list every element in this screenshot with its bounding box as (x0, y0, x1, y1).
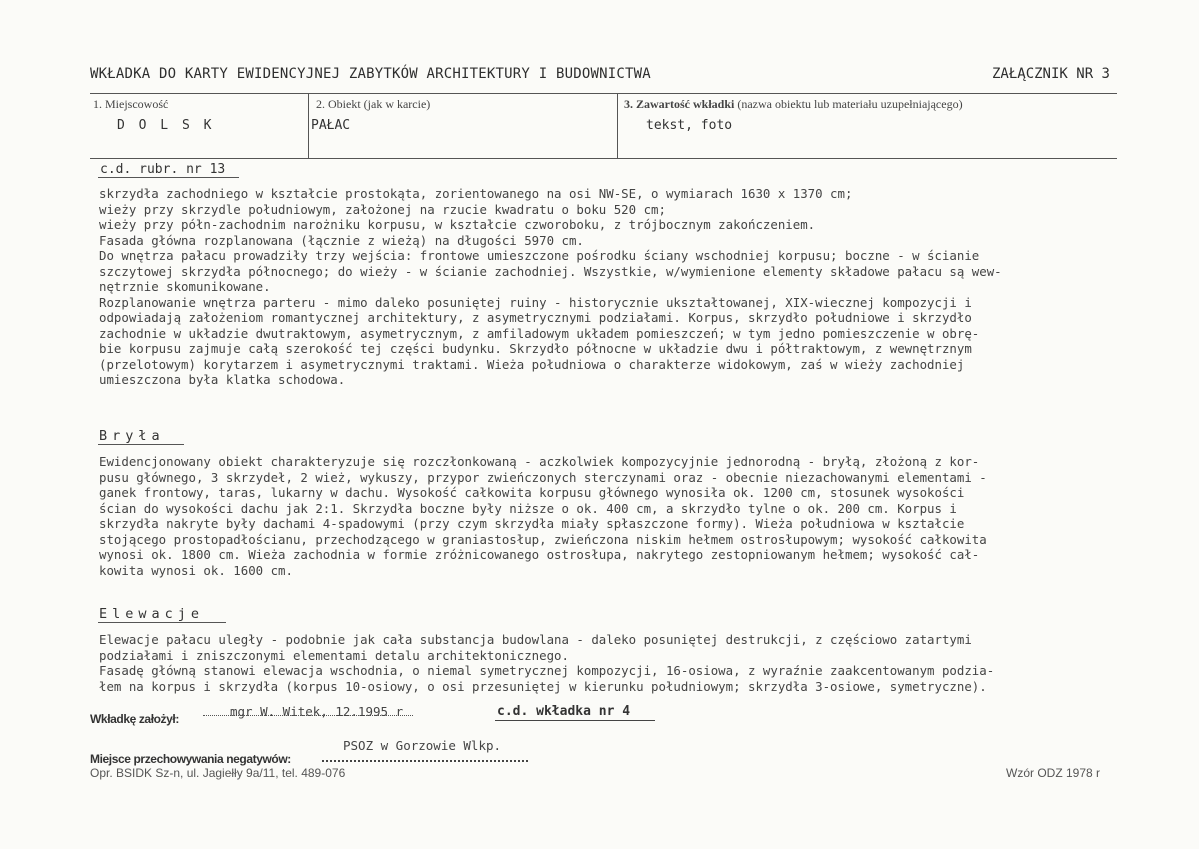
text-line: wieży przy półn-zachodnim narożniku korpusu, w kształcie czworoboku, z trójbocznym zakończeniem. (99, 217, 816, 232)
text-line: podziałami i zniszczonymi elementami detalu architektonicznego. (99, 647, 569, 663)
text-line: odpowiadają założeniom romantycznej architektury, z asymetrycznymi podziałami. Korpus, skrzydło południowe i skrzydło (99, 310, 972, 325)
text-line: wieży przy skrzydle południowym, założonej na rzucie kwadratu o boku 520 cm; (99, 201, 666, 217)
text-line: ganek frontowy, taras, lukarny w dachu. Wysokość całkowita korpusu głównego wynosiła ok. 1200 cm, stosunek wysokości (99, 485, 965, 500)
text-line: umieszczona była klatka schodowa. (99, 372, 346, 387)
form-header (90, 66, 1110, 86)
storage-label: Miejsce przechowywania negatywów: (90, 752, 291, 766)
storage-dotted-line (322, 760, 528, 762)
text-line: zachodnie w układzie dwutraktowym, asymetrycznym, z amfiladowym układem pomieszczeń; w tym jedno pomieszczenie w obrę- (99, 325, 980, 341)
contents-label-hint: (nazwa obiektu lub materiału uzupełniającego) (737, 97, 963, 111)
object-value: PAŁAC (311, 118, 351, 133)
text-line: Elewacje pałacu uległy - podobnie jak cała substancja budowlana - daleko posuniętej destrukcji, z częściowo zatartymi (99, 632, 972, 647)
section-heading-elewacje: Elewacje (99, 606, 205, 622)
text-line: Do wnętrza pałacu prowadziły trzy wejścia: frontowe umieszczone pośrodku ściany wschodniej korpusu; boczne - w ścianie (99, 248, 980, 263)
text-line: szczytowej skrzydła północnego; do wieży - w ścianie zachodniej. Wszystkie, w/wymienione elementy składowe pałacu są wew- (99, 263, 1002, 279)
table-bottom-rule (90, 158, 1117, 159)
text-line: Fasada główna rozplanowana (łącznie z wieżą) na długości 5970 cm. (99, 232, 584, 248)
text-line: skrzydła nakryte były dachami 4-spadowymi (przy czym skrzydła miały spłaszczone formy). Wieża południowa w kształcie (99, 516, 965, 531)
section-heading-bryla: Bryła (99, 428, 165, 444)
section-ref: c.d. rubr. nr 13 (100, 162, 226, 177)
printer-imprint: Opr. BSIDK Sz-n, ul. Jagiełły 9a/11, tel. 489-076 (90, 766, 346, 780)
object-label: 2. Obiekt (jak w karcie) (316, 97, 431, 111)
text-line: nętrznie skomunikowane. (99, 279, 271, 294)
form-title: WKŁADKA DO KARTY EWIDENCYJNEJ ZABYTKÓW ARCHITEKTURY I BUDOWNICTWA (90, 66, 651, 82)
text-line: (przelotowym) korytarzem i asymetrycznymi traktami. Wieża południowa o charakterze widokowym, zaś w wieży zachodniej (99, 356, 965, 372)
text-line: pusu głównego, 3 skrzydeł, 2 wież, wykuszy, przypor zwieńczonych sterczynami oraz - obecnie niezachowanymi elementami - (99, 469, 987, 485)
text-line: Fasadę główną stanowi elewacja wschodnia, o niemal symetrycznej kompozycji, 16-osiowa, z wyraźnie zaakcentowanym podzia- (99, 663, 995, 678)
author-label: Wkładkę założył: (90, 712, 179, 726)
continuation-underline (495, 720, 655, 721)
annex-label: ZAŁĄCZNIK NR 3 (991, 66, 1110, 82)
section-heading-elewacje-underline (98, 622, 226, 623)
storage-value: PSOZ w Gorzowie Wlkp. (343, 738, 502, 753)
table-top-rule (90, 93, 1117, 94)
contents-label (624, 97, 963, 112)
text-line: ścian do wysokości dachu jak 2:1. Skrzydła boczne były niższe o ok. 400 cm, a skrzydło tylne o ok. 200 cm. Korpus i (99, 500, 957, 516)
table-divider-2 (617, 93, 618, 158)
template-imprint: Wzór ODZ 1978 r (1006, 766, 1101, 780)
section-paragraph-elewacje (99, 632, 1129, 694)
section-paragraph-bryla (99, 454, 1129, 578)
text-line: łem na korpus i skrzydła (korpus 10-osiowy, o osi przesuniętej w kierunku południowym; skrzydła 3-osiowe, symetryczne). (99, 678, 987, 694)
section-ref-underline (98, 177, 239, 178)
author-value: mgr W. Witek, 12.1995 r (230, 704, 404, 719)
text-line: wynosi ok. 1800 cm. Wieża zachodnia w formie zróżnicowanego ostrosłupa, nakrytego zestopniowanym hełmem; wysokość cał- (99, 547, 980, 562)
text-line: Rozplanowanie wnętrza parteru - mimo daleko posuniętej ruiny - historycznie ukształtowanej, XIX-wiecznej kompozycji i (99, 294, 972, 310)
contents-label-text: 3. Zawartość wkładki (624, 97, 735, 111)
text-line: skrzydła zachodniego w kształcie prostokąta, zorientowanego na osi NW-SE, o wymiarach 1630 x 1370 cm; (99, 186, 853, 201)
text-line: stojącego prostopadłościanu, przechodzącego w graniastosłup, zwieńczona niskim hełmem ostrosłupowym; wysokość całkowita (99, 531, 987, 547)
section-heading-bryla-underline (98, 444, 184, 445)
location-label: 1. Miejscowość (93, 97, 169, 111)
text-line: bie korpusu zajmuje całą szerokość tej części budynku. Skrzydło północne w układzie dwu i półtraktowym, z wewnętrznym (99, 341, 972, 356)
location-value: D O L S K (117, 118, 215, 133)
table-divider-1 (308, 93, 309, 158)
contents-value: tekst, foto (646, 118, 733, 133)
intro-paragraph (99, 186, 1129, 388)
text-line: kowita wynosi ok. 1600 cm. (99, 562, 293, 578)
text-line: Ewidencjonowany obiekt charakteryzuje się rozczłonkowaną - aczkolwiek kompozycyjnie jednorodną - bryłą, złożoną z kor- (99, 454, 980, 469)
continuation-note: c.d. wkładka nr 4 (497, 704, 631, 719)
